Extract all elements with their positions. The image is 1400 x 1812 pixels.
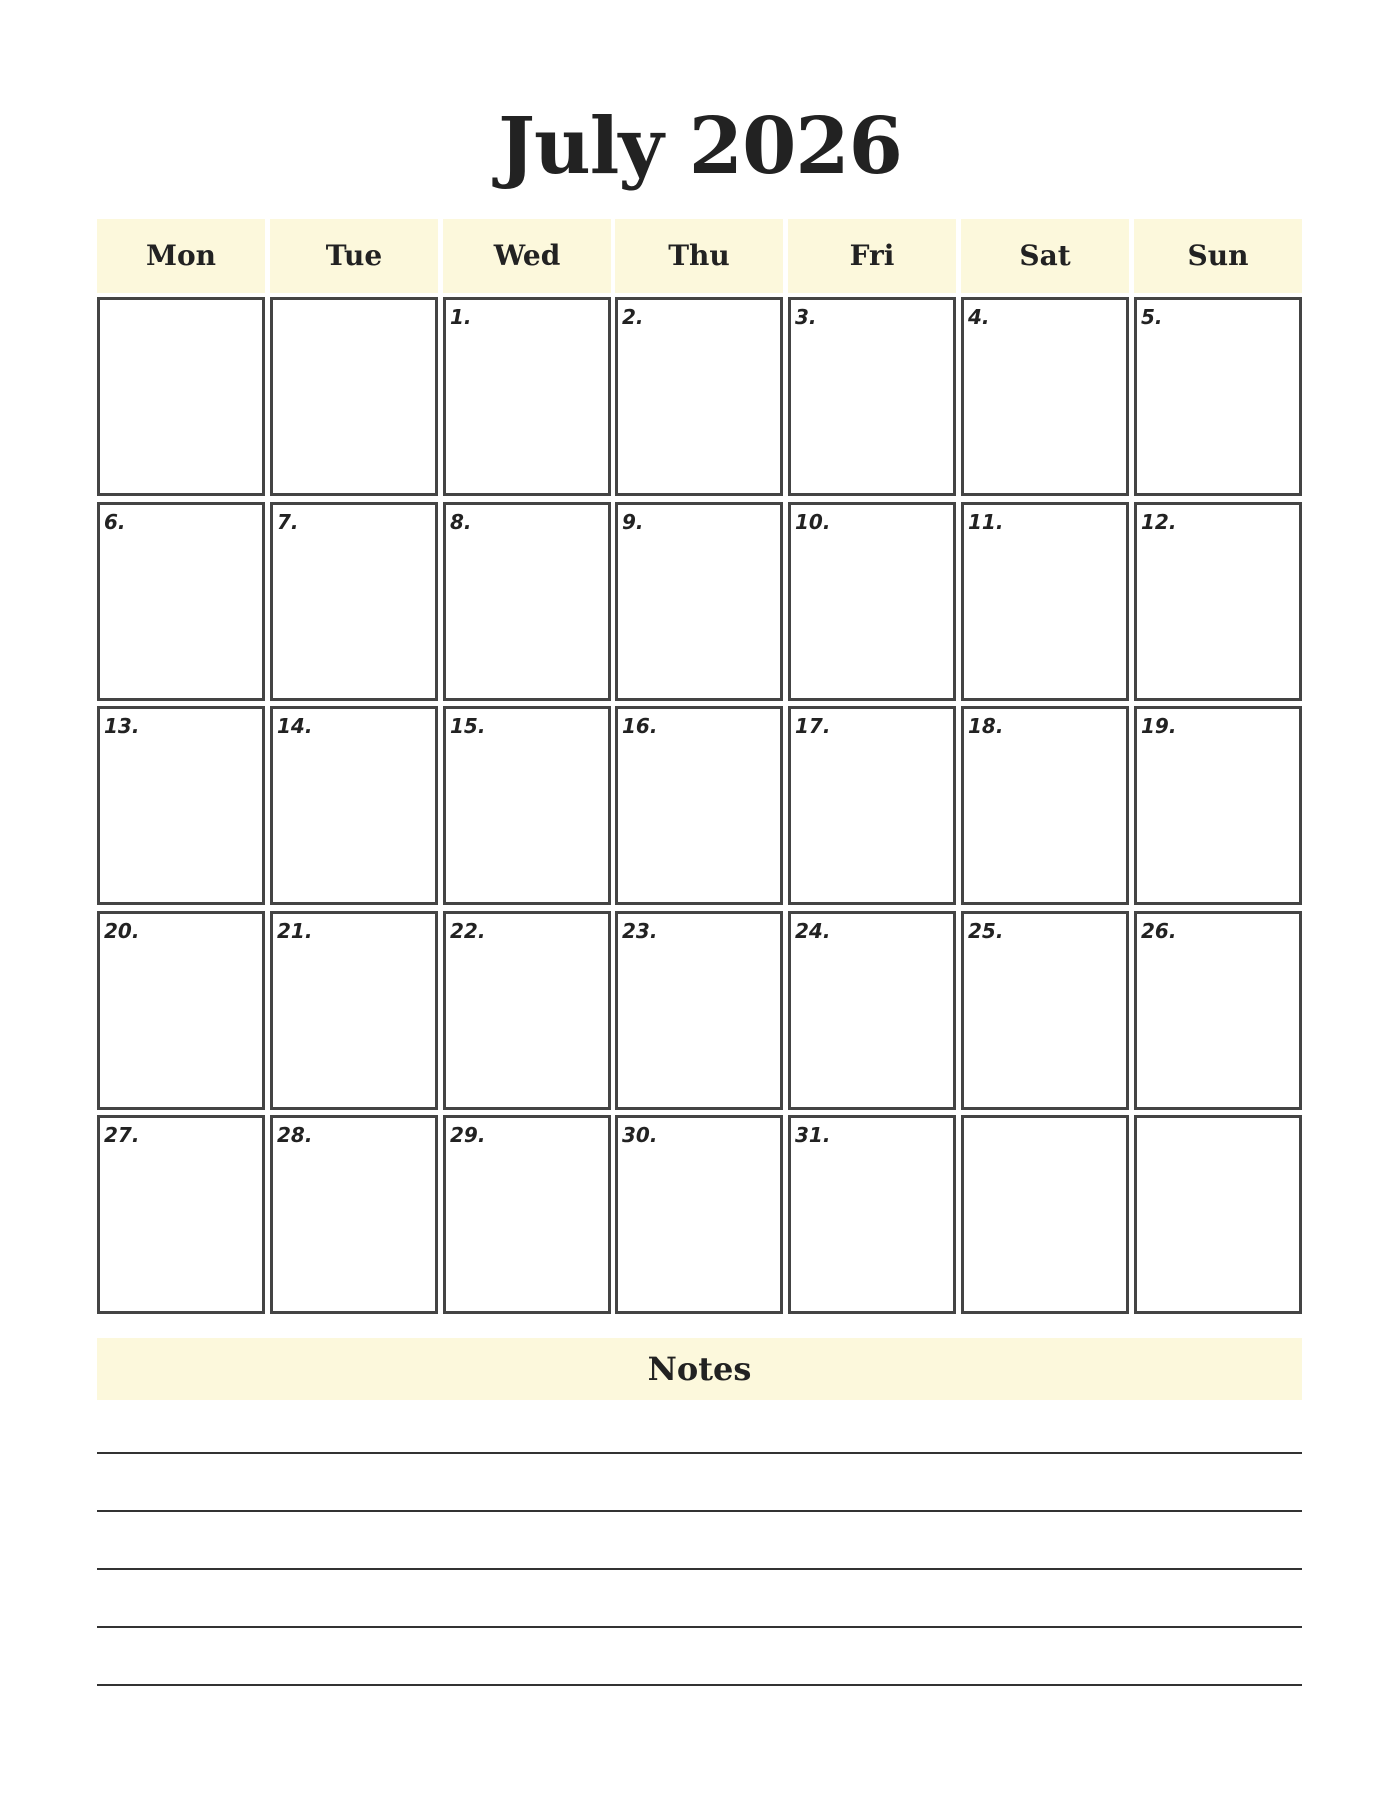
day-cell [443,502,611,701]
day-number: 4. [968,305,990,329]
weekday-header-wed: Wed [443,219,611,293]
day-number: 6. [104,510,126,534]
notes-line [97,1568,1302,1570]
day-cell [97,706,265,905]
notes-line [97,1684,1302,1686]
day-number: 13. [104,714,140,738]
day-cell [270,911,438,1110]
weekday-header-tue: Tue [270,219,438,293]
day-number: 25. [968,919,1004,943]
notes-line [97,1626,1302,1628]
empty-day-cell [97,297,265,496]
empty-day-cell [1134,1115,1302,1314]
day-number: 3. [795,305,817,329]
day-cell [1134,297,1302,496]
day-number: 16. [622,714,658,738]
day-cell [615,297,783,496]
day-cell [961,297,1129,496]
weekday-header-sun: Sun [1134,219,1302,293]
empty-day-cell [270,297,438,496]
day-number: 28. [277,1123,313,1147]
day-cell [443,911,611,1110]
day-cell [961,502,1129,701]
day-number: 26. [1141,919,1177,943]
day-number: 7. [277,510,299,534]
day-number: 10. [795,510,831,534]
day-cell [788,706,956,905]
empty-day-cell [961,1115,1129,1314]
day-cell [788,1115,956,1314]
day-number: 21. [277,919,313,943]
day-cell [270,706,438,905]
notes-line [97,1452,1302,1454]
day-cell [1134,706,1302,905]
day-cell [443,297,611,496]
day-number: 11. [968,510,1004,534]
day-cell [615,911,783,1110]
day-cell [443,1115,611,1314]
day-number: 22. [450,919,486,943]
day-cell [788,297,956,496]
day-cell [615,502,783,701]
weekday-header-thu: Thu [615,219,783,293]
day-cell [788,911,956,1110]
day-cell [961,911,1129,1110]
day-cell [443,706,611,905]
day-number: 19. [1141,714,1177,738]
day-cell [270,502,438,701]
day-number: 9. [622,510,644,534]
day-number: 24. [795,919,831,943]
day-number: 23. [622,919,658,943]
day-number: 30. [622,1123,658,1147]
weekday-header-fri: Fri [788,219,956,293]
day-number: 20. [104,919,140,943]
day-cell [1134,502,1302,701]
page-title: July 2026 [498,101,902,192]
day-number: 18. [968,714,1004,738]
day-cell [97,1115,265,1314]
day-cell [615,706,783,905]
day-cell [1134,911,1302,1110]
day-number: 14. [277,714,313,738]
day-cell [788,502,956,701]
day-cell [961,706,1129,905]
weekday-header-mon: Mon [97,219,265,293]
notes-heading: Notes [97,1338,1302,1400]
day-number: 15. [450,714,486,738]
day-cell [97,911,265,1110]
day-number: 17. [795,714,831,738]
day-cell [270,1115,438,1314]
day-number: 29. [450,1123,486,1147]
day-number: 27. [104,1123,140,1147]
notes-line [97,1510,1302,1512]
day-number: 1. [450,305,472,329]
weekday-header-row [97,219,1302,293]
day-number: 8. [450,510,472,534]
day-number: 12. [1141,510,1177,534]
day-cell [97,502,265,701]
day-cell [615,1115,783,1314]
weekday-header-sat: Sat [961,219,1129,293]
day-number: 5. [1141,305,1163,329]
day-number: 2. [622,305,644,329]
day-number: 31. [795,1123,831,1147]
calendar-grid [97,297,1302,1314]
